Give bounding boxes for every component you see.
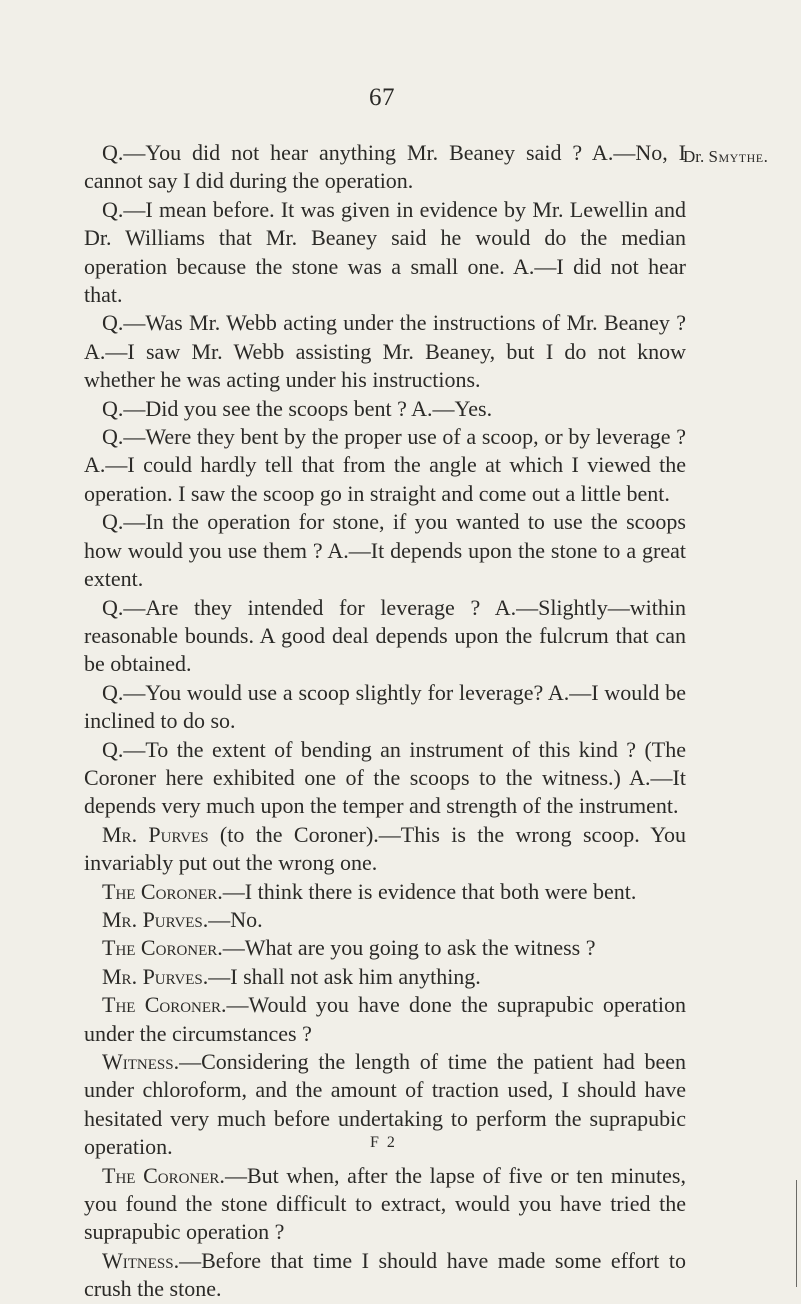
speaker: Mr. Purves.: [102, 963, 209, 989]
paragraph-text: —Would you have done the suprapubic operation under the circumstances ?: [84, 992, 686, 1046]
margin-note-prefix: Dr.: [683, 147, 705, 166]
paragraph: [84, 309, 686, 394]
paragraph-text: Q.—You did not hear anything Mr. Beaney said ? A.—No, I cannot say I did during the operation.: [84, 140, 686, 194]
speaker: Mr. Purves.: [102, 906, 209, 932]
paragraph: [84, 1247, 686, 1304]
paragraph-text: Q.—You would use a scoop slightly for leverage? A.—I would be inclined to do so.: [84, 679, 686, 734]
paragraph: [84, 196, 686, 310]
paragraph-text: Q.—Are they intended for leverage ? A.—Slightly—within reasonable bounds. A good deal depends upon the fulcrum that can be obtained.: [84, 594, 686, 677]
paragraph-text: —Considering the length of time the patient had been under chloroform, and the amount of traction used, I should have hesitated very much before undertaking to perform the suprapubic operation.: [84, 1049, 686, 1160]
speaker: The Coroner.: [102, 878, 223, 904]
paragraph: [84, 508, 686, 593]
speaker: Mr. Purves: [102, 821, 209, 847]
signature-mark: F 2: [370, 1134, 397, 1151]
paragraph: [84, 423, 686, 508]
paragraph-text: —No.: [208, 906, 263, 932]
paragraph-text: Q.—Did you see the scoops bent ? A.—Yes.: [102, 395, 493, 421]
paragraph: [84, 934, 686, 962]
paragraph-text: —But when, after the lapse of five or ten minutes, you found the stone difficult to extract, would you have tried the suprapubic operation ?: [84, 1162, 686, 1245]
paragraph-text: Q.—Were they bent by the proper use of a scoop, or by leverage ? A.—I could hardly tell that from the angle at which I viewed the operation. I saw the scoop go in straight and come out a little bent.: [84, 424, 686, 506]
paragraph: [84, 963, 686, 991]
body-text: [84, 139, 686, 1304]
paragraph: [84, 878, 686, 906]
paragraph: [84, 906, 686, 934]
paragraph-text: —I think there is evidence that both were bent.: [222, 878, 637, 904]
margin-note: [683, 147, 768, 167]
margin-note-name: Smythe.: [708, 147, 769, 166]
paragraph: [84, 395, 686, 423]
page-edge-line: [796, 1180, 797, 1287]
paragraph: [84, 679, 686, 736]
paragraph-text: (to the Coroner).—This is the wrong scoop. You invariably put out the wrong one.: [84, 821, 686, 876]
speaker: Witness.: [102, 1247, 180, 1273]
paragraph-text: Q.—To the extent of bending an instrument of this kind ? (The Coroner here exhibited one of the scoops to the witness.) A.—It depends very much upon the temper and strength of the instrument.: [84, 736, 686, 819]
paragraph: [84, 736, 686, 821]
paragraph: [84, 821, 686, 878]
paragraph: [84, 991, 686, 1048]
speaker: Witness.: [102, 1049, 180, 1074]
paragraph: [84, 139, 686, 196]
speaker: The Coroner.: [102, 1162, 225, 1188]
paragraph-text: —I shall not ask him anything.: [208, 963, 481, 989]
paragraph: [84, 1162, 686, 1247]
paragraph-text: Q.—Was Mr. Webb acting under the instructions of Mr. Beaney ? A.—I saw Mr. Webb assisting Mr. Beaney, but I do not know whether he was acting under his instructions.: [84, 310, 686, 393]
speaker: The Coroner.: [102, 935, 223, 961]
paragraph-text: Q.—In the operation for stone, if you wanted to use the scoops how would you use them ? A.—It depends upon the stone to a great extent.: [84, 509, 686, 592]
paragraph-text: Q.—I mean before. It was given in evidence by Mr. Lewellin and Dr. Williams that Mr. Beaney said he would do the median operation because the stone was a small one. A.—I did not hear that.: [84, 196, 686, 308]
speaker: The Coroner.: [102, 992, 227, 1018]
page-number: 67: [369, 84, 395, 111]
paragraph: [84, 594, 686, 679]
paragraph-text: —Before that time I should have made some effort to crush the stone.: [84, 1247, 686, 1302]
paragraph-text: —What are you going to ask the witness ?: [222, 935, 596, 961]
